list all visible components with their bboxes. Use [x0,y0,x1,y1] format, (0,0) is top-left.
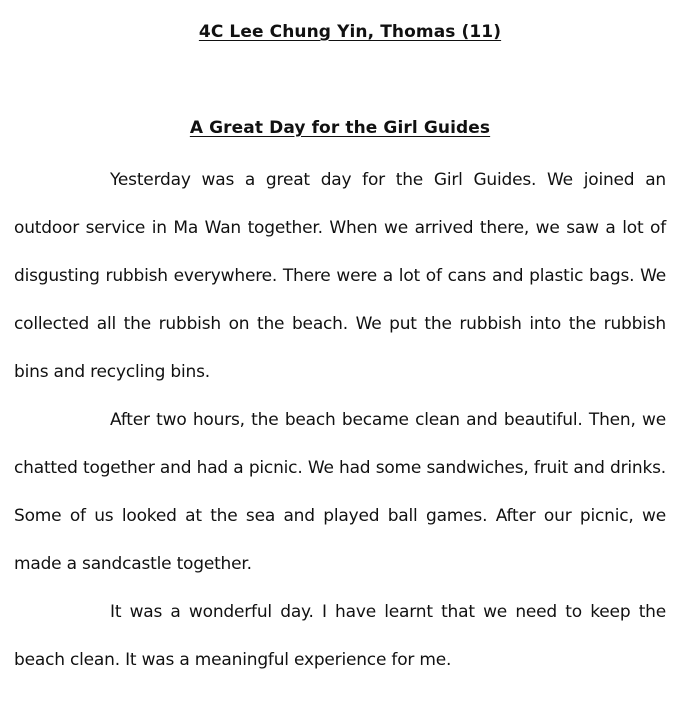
essay-title: A Great Day for the Girl Guides [189,118,491,138]
author-line: 4C Lee Chung Yin, Thomas (11) [198,22,502,42]
paragraph: It was a wonderful day. I have learnt that we need to keep the beach clean. It was a meaningful experience for me. [14,602,666,670]
essay-body [14,156,666,684]
paragraph: Yesterday was a great day for the Girl Guides. We joined an outdoor service in Ma Wan together. When we arrived there, we saw a lot of disgusting rubbish everywhere. There were a lot of cans and plastic bags. We collected all the rubbish on the beach. We put the rubbish into the rubbish bins and recycling bins. [14,170,666,382]
paragraph: After two hours, the beach became clean and beautiful. Then, we chatted together and had a picnic. We had some sandwiches, fruit and drinks. Some of us looked at the sea and played ball games. After our picnic, we made a sandcastle together. [14,410,666,574]
